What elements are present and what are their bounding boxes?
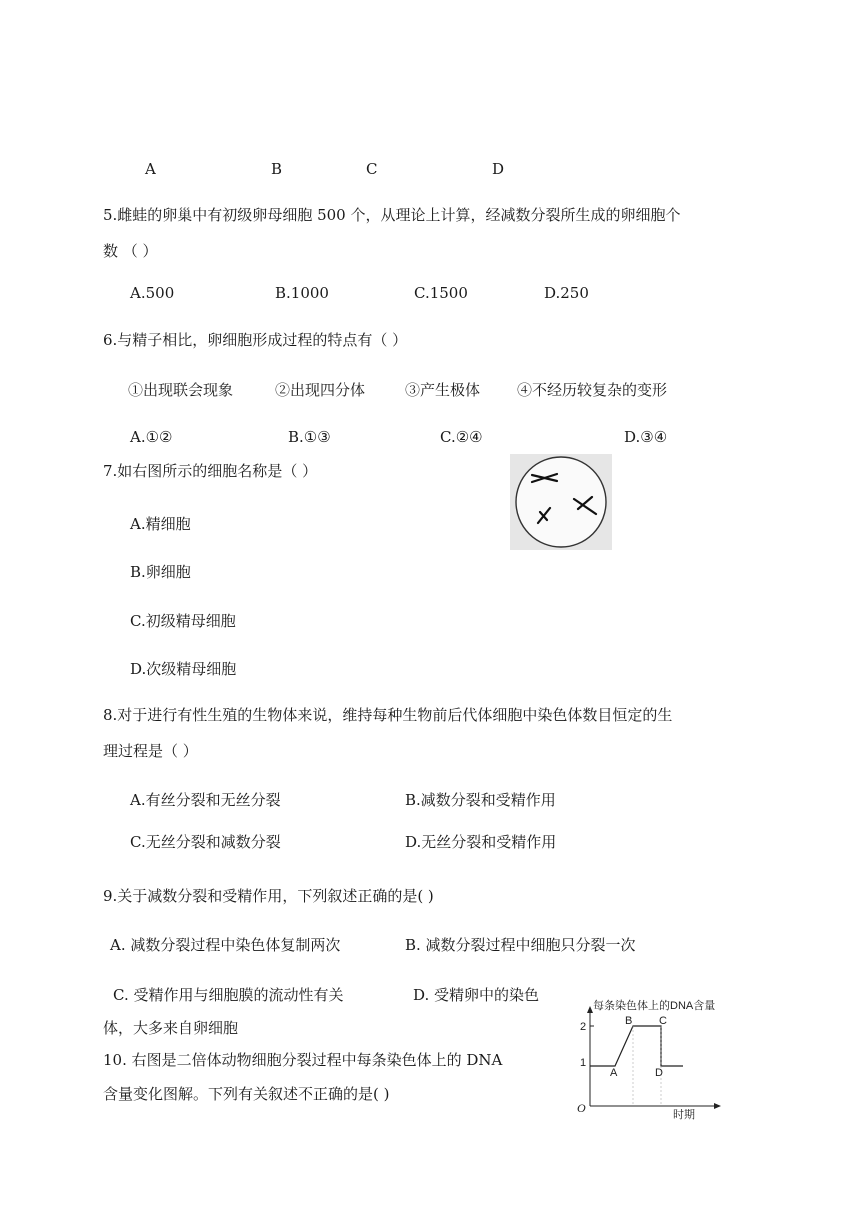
q9-option-a: A. 减数分裂过程中染色体复制两次 xyxy=(110,936,341,954)
prev-option-b: B xyxy=(271,160,283,178)
q8-stem-line2: 理过程是（ ） xyxy=(103,742,198,760)
graph-point-c: C xyxy=(659,1015,667,1027)
q5-option-a: A.500 xyxy=(130,284,175,302)
q8-option-a: A.有丝分裂和无丝分裂 xyxy=(130,791,281,809)
q6-option-b: B.①③ xyxy=(288,428,331,446)
q10-stem-line1: 10. 右图是二倍体动物细胞分裂过程中每条染色体上的 DNA xyxy=(103,1051,503,1069)
cell-diagram xyxy=(510,454,612,550)
graph-point-d: D xyxy=(655,1067,663,1079)
q8-stem-line1: 8.对于进行有性生殖的生物体来说，维持每种生物前后代体细胞中染色体数目恒定的生 xyxy=(103,706,673,724)
q9-option-c: C. 受精作用与细胞膜的流动性有关 xyxy=(113,986,344,1004)
graph-ylabel: 每条染色体上的DNA含量 xyxy=(593,1000,716,1012)
q9-option-b: B. 减数分裂过程中细胞只分裂一次 xyxy=(405,936,636,954)
q8-option-d: D.无丝分裂和受精作用 xyxy=(405,833,557,851)
dna-content-line xyxy=(590,1026,683,1066)
q9-option-d-start: D. 受精卵中的染色 xyxy=(413,986,540,1004)
prev-option-c: C xyxy=(366,160,378,178)
q6-item-1: ①出现联会现象 xyxy=(128,381,234,399)
q5-option-b: B.1000 xyxy=(275,284,329,302)
q6-option-a: A.①② xyxy=(130,428,173,446)
dna-content-graph xyxy=(565,996,725,1120)
q5-option-c: C.1500 xyxy=(414,284,468,302)
q10-stem-line2: 含量变化图解。下列有关叙述不正确的是( ) xyxy=(103,1085,390,1103)
graph-ytick-2: 2 xyxy=(580,1021,587,1033)
q9-stem: 9.关于减数分裂和受精作用，下列叙述正确的是( ) xyxy=(103,887,434,905)
prev-option-d: D xyxy=(492,160,505,178)
q6-option-d: D.③④ xyxy=(624,428,668,446)
q7-option-d: D.次级精母细胞 xyxy=(130,660,237,678)
graph-point-a: A xyxy=(610,1067,618,1079)
graph-origin: O xyxy=(577,1101,586,1115)
q5-stem-line2: 数 （ ） xyxy=(103,242,158,260)
q8-option-b: B.减数分裂和受精作用 xyxy=(405,791,556,809)
prev-option-a: A xyxy=(145,160,156,178)
graph-xlabel: 时期 xyxy=(673,1109,695,1120)
q7-option-a: A.精细胞 xyxy=(130,515,191,533)
graph-x-arrow xyxy=(714,1103,721,1109)
q6-stem: 6.与精子相比，卵细胞形成过程的特点有（ ） xyxy=(103,331,408,349)
q7-option-c: C.初级精母细胞 xyxy=(130,612,236,630)
q8-option-c: C.无丝分裂和减数分裂 xyxy=(130,833,281,851)
q9-option-d-end: 体，大多来自卵细胞 xyxy=(103,1019,239,1037)
graph-ytick-1: 1 xyxy=(580,1057,587,1069)
q6-item-2: ②出现四分体 xyxy=(275,381,366,399)
cell-membrane xyxy=(516,457,606,547)
q7-option-b: B.卵细胞 xyxy=(130,563,191,581)
q6-item-4: ④不经历较复杂的变形 xyxy=(517,381,668,399)
q6-item-3: ③产生极体 xyxy=(405,381,481,399)
q5-stem-line1: 5.雌蛙的卵巢中有初级卵母细胞 500 个，从理论上计算，经减数分裂所生成的卵细胞个 xyxy=(103,206,681,224)
graph-point-b: B xyxy=(625,1015,633,1027)
q7-stem: 7.如右图所示的细胞名称是（ ） xyxy=(103,462,318,480)
q6-option-c: C.②④ xyxy=(440,428,483,446)
q5-option-d: D.250 xyxy=(544,284,589,302)
